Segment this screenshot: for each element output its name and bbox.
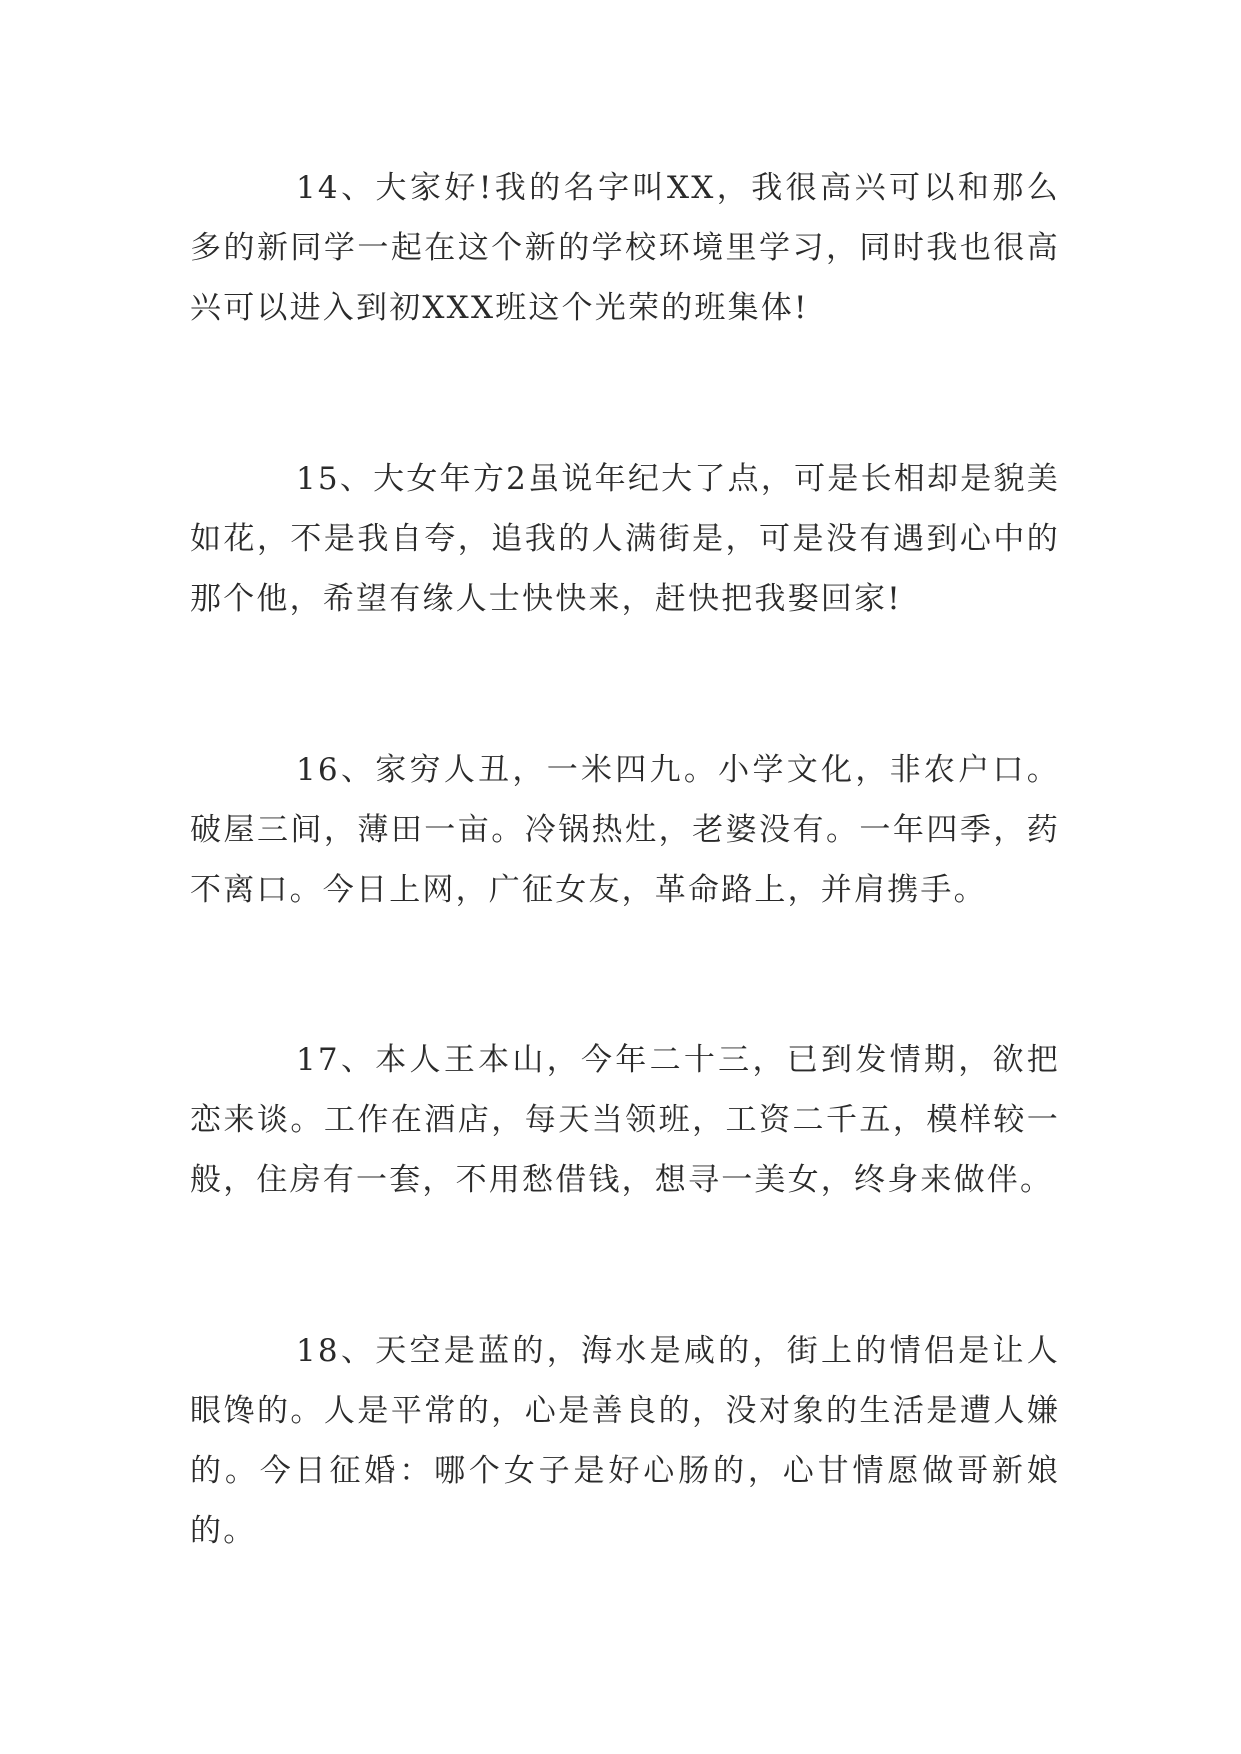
paragraph-14: 14、大家好!我的名字叫XX，我很高兴可以和那么多的新同学一起在这个新的学校环境里学习，同时我也很高兴可以进入到初XXX班这个光荣的班集体! [190, 170, 1060, 326]
paragraph-15: 15、大女年方2虽说年纪大了点，可是长相却是貌美如花，不是我自夸，追我的人满街是，可是没有遇到心中的那个他，希望有缘人士快快来，赶快把我娶回家! [190, 461, 1060, 617]
paragraph-16: 16、家穷人丑，一米四九。小学文化，非农户口。破屋三间，薄田一亩。冷锅热灶，老婆没有。一年四季，药不离口。今日上网，广征女友，革命路上，并肩携手。 [190, 752, 1060, 908]
paragraph-18: 18、天空是蓝的，海水是咸的，街上的情侣是让人眼馋的。人是平常的，心是善良的，没对象的生活是遭人嫌的。今日征婚：哪个女子是好心肠的，心甘情愿做哥新娘的。 [190, 1333, 1060, 1549]
paragraph-17: 17、本人王本山，今年二十三，已到发情期，欲把恋来谈。工作在酒店，每天当领班，工资二千五，模样较一般，住房有一套，不用愁借钱，想寻一美女，终身来做伴。 [190, 1042, 1060, 1198]
